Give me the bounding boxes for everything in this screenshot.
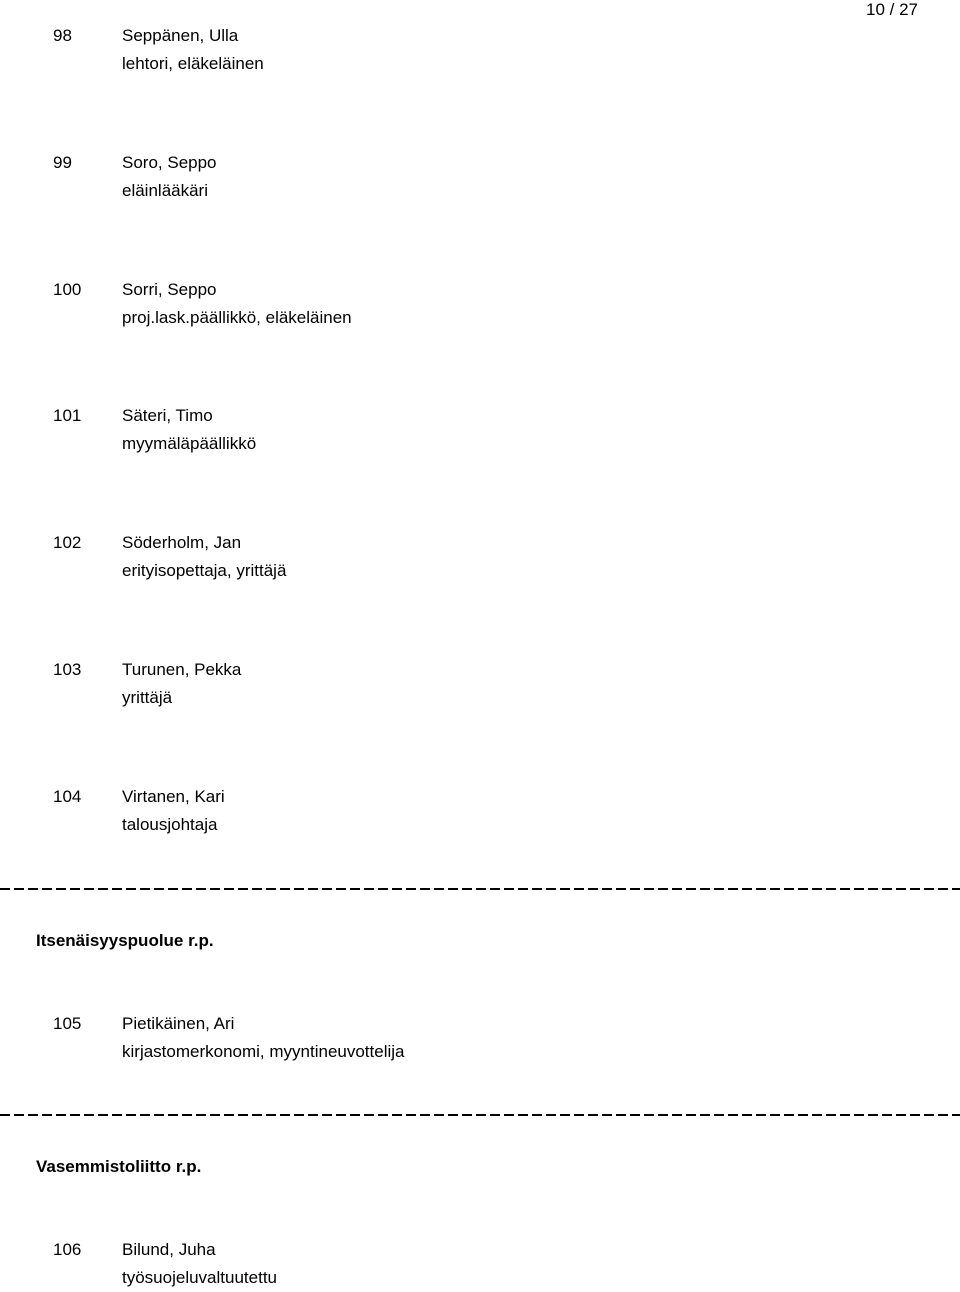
- section-divider: [0, 1114, 960, 1116]
- candidate-name: Söderholm, Jan: [122, 533, 242, 552]
- candidate-number: 102: [53, 533, 82, 552]
- candidate-name: Turunen, Pekka: [122, 660, 242, 679]
- candidate-number: 105: [53, 1014, 82, 1033]
- candidate-number: 106: [53, 1240, 82, 1259]
- candidate-occupation: erityisopettaja, yrittäjä: [122, 561, 287, 580]
- candidate-occupation: myymäläpäällikkö: [122, 434, 257, 453]
- candidate-name: Säteri, Timo: [122, 406, 213, 425]
- section-divider: [0, 888, 960, 890]
- candidate-number: 98: [53, 26, 72, 45]
- candidate-number: 103: [53, 660, 82, 679]
- candidate-occupation: talousjohtaja: [122, 815, 218, 834]
- candidate-name: Pietikäinen, Ari: [122, 1014, 235, 1033]
- candidate-occupation: kirjastomerkonomi, myyntineuvottelija: [122, 1042, 405, 1061]
- candidate-name: Seppänen, Ulla: [122, 26, 239, 45]
- candidate-occupation: työsuojeluvaltuutettu: [122, 1268, 277, 1287]
- candidate-occupation: lehtori, eläkeläinen: [122, 54, 264, 73]
- candidate-number: 99: [53, 153, 72, 172]
- candidate-number: 104: [53, 787, 82, 806]
- candidate-occupation: proj.lask.päällikkö, eläkeläinen: [122, 308, 352, 327]
- candidate-occupation: yrittäjä: [122, 688, 173, 707]
- party-title: Itsenäisyyspuolue r.p.: [36, 931, 214, 950]
- candidate-name: Sorri, Seppo: [122, 280, 217, 299]
- page-number: 10 / 27: [866, 0, 918, 19]
- party-title: Vasemmistoliitto r.p.: [36, 1157, 202, 1176]
- candidate-name: Virtanen, Kari: [122, 787, 225, 806]
- candidate-occupation: eläinlääkäri: [122, 181, 208, 200]
- candidate-name: Bilund, Juha: [122, 1240, 216, 1259]
- candidate-name: Soro, Seppo: [122, 153, 217, 172]
- candidate-number: 100: [53, 280, 82, 299]
- candidate-number: 101: [53, 406, 82, 425]
